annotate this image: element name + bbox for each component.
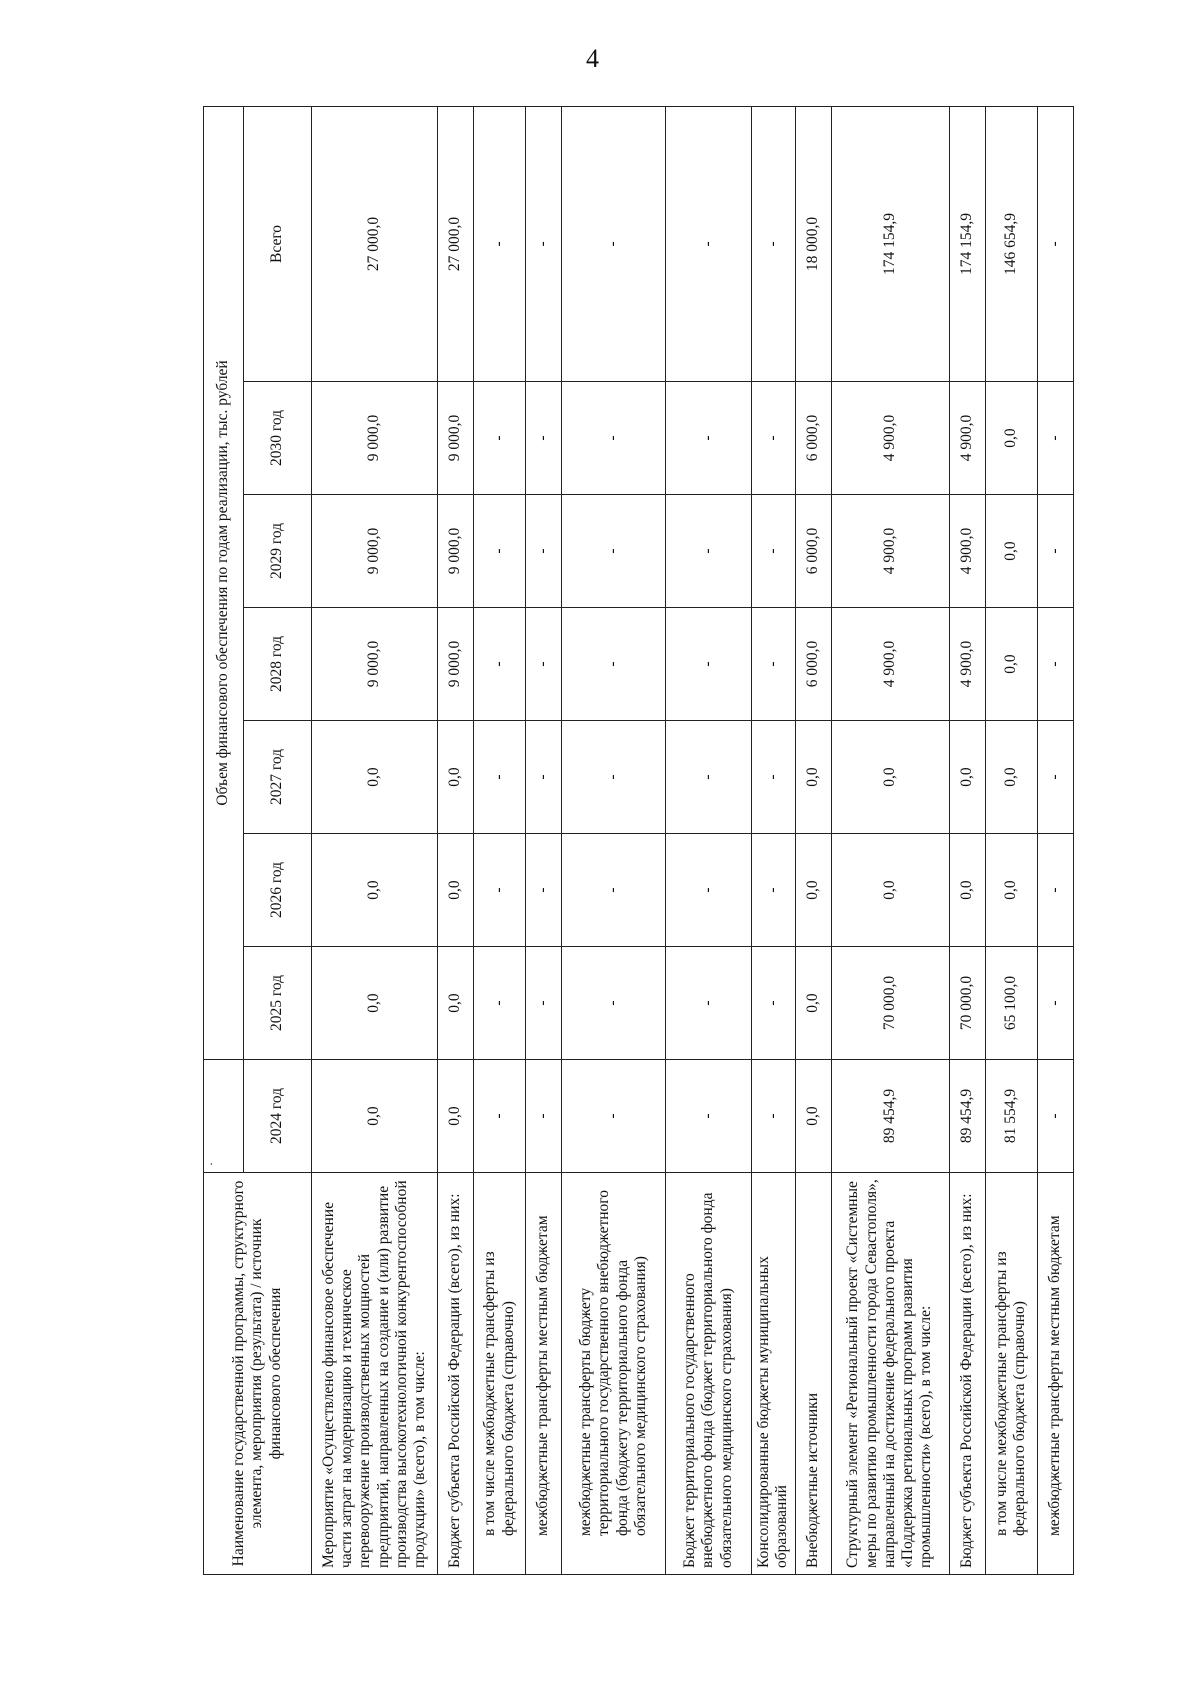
cell-value: 4 900,0: [949, 382, 985, 495]
cell-value: 0,0: [985, 495, 1037, 608]
cell-total: 27 000,0: [438, 106, 474, 381]
cell-value: -: [562, 1060, 666, 1173]
cell-value: 0,0: [831, 834, 949, 947]
cell-value: -: [666, 495, 752, 608]
cell-value: 70 000,0: [831, 947, 949, 1060]
page-number: 4: [586, 44, 599, 73]
cell-value: 4 900,0: [831, 382, 949, 495]
cell-total: 146 654,9: [985, 106, 1037, 381]
table-row: [985, 106, 1037, 1574]
cell-value: -: [562, 947, 666, 1060]
financing-table-wrapper: [203, 107, 1073, 1575]
header-year-2026: 2026 год: [244, 834, 312, 947]
cell-value: 0,0: [949, 834, 985, 947]
row-label: межбюджетные трансферты бюджету территориального государственного внебюджетного фонда (бюджету территориального фонда обязательного медицинского страхования): [562, 1173, 666, 1575]
cell-value: -: [1037, 834, 1073, 947]
cell-value: 9 000,0: [312, 608, 438, 721]
cell-value: 4 900,0: [949, 495, 985, 608]
cell-value: 6 000,0: [795, 382, 831, 495]
cell-value: -: [526, 834, 562, 947]
cell-value: 0,0: [312, 834, 438, 947]
cell-value: -: [1037, 721, 1073, 834]
cell-value: -: [1037, 947, 1073, 1060]
cell-value: -: [752, 495, 796, 608]
cell-value: 9 000,0: [312, 382, 438, 495]
cell-value: -: [526, 721, 562, 834]
row-label: Бюджет субъекта Российской Федерации (всего), из них:: [949, 1173, 985, 1575]
header-volume-column: Объем финансового обеспечения по годам реализации, тыс. рублей: [204, 106, 244, 1059]
cell-value: 0,0: [949, 721, 985, 834]
cell-value: -: [526, 608, 562, 721]
cell-value: -: [666, 382, 752, 495]
cell-value: 0,0: [985, 382, 1037, 495]
cell-value: 0,0: [438, 947, 474, 1060]
cell-value: -: [474, 834, 526, 947]
cell-value: -: [1037, 1060, 1073, 1173]
cell-value: -: [752, 1060, 796, 1173]
row-label: Бюджет субъекта Российской Федерации (всего), из них:: [438, 1173, 474, 1575]
cell-value: -: [526, 1060, 562, 1173]
cell-value: 81 554,9: [985, 1060, 1037, 1173]
row-label: межбюджетные трансферты местным бюджетам: [1037, 1173, 1073, 1575]
cell-total: 174 154,9: [831, 106, 949, 381]
header-year-2027: 2027 год: [244, 721, 312, 834]
cell-value: 0,0: [312, 1060, 438, 1173]
cell-total: -: [474, 106, 526, 381]
cell-value: -: [752, 721, 796, 834]
cell-value: 0,0: [795, 1060, 831, 1173]
cell-value: 0,0: [795, 834, 831, 947]
cell-value: 9 000,0: [312, 495, 438, 608]
cell-value: -: [666, 721, 752, 834]
table-row: [752, 106, 796, 1574]
cell-value: 0,0: [312, 947, 438, 1060]
cell-total: 18 000,0: [795, 106, 831, 381]
cell-value: -: [526, 382, 562, 495]
cell-value: 0,0: [795, 947, 831, 1060]
table-row: [526, 106, 562, 1574]
cell-value: 0,0: [985, 608, 1037, 721]
row-label: Внебюджетные источники: [795, 1173, 831, 1575]
cell-value: 4 900,0: [831, 495, 949, 608]
cell-total: 27 000,0: [312, 106, 438, 381]
cell-total: 174 154,9: [949, 106, 985, 381]
cell-value: -: [666, 1060, 752, 1173]
cell-value: 70 000,0: [949, 947, 985, 1060]
cell-value: -: [666, 947, 752, 1060]
cell-value: 0,0: [438, 721, 474, 834]
cell-value: 0,0: [438, 1060, 474, 1173]
cell-value: 89 454,9: [831, 1060, 949, 1173]
cell-value: 0,0: [985, 721, 1037, 834]
cell-value: -: [526, 495, 562, 608]
financing-table: [203, 106, 1074, 1575]
cell-value: -: [562, 382, 666, 495]
header-corner-mark: ·: [204, 1060, 244, 1173]
cell-value: -: [1037, 495, 1073, 608]
cell-total: -: [562, 106, 666, 381]
cell-value: 89 454,9: [949, 1060, 985, 1173]
table-row: [438, 106, 474, 1574]
cell-value: -: [666, 608, 752, 721]
header-total: Всего: [244, 106, 312, 381]
header-year-2030: 2030 год: [244, 382, 312, 495]
cell-value: -: [562, 834, 666, 947]
cell-value: -: [474, 608, 526, 721]
cell-total: -: [526, 106, 562, 381]
cell-value: 0,0: [795, 721, 831, 834]
row-label: Бюджет территориального государственного внебюджетного фонда (бюджет территориального фонда обязательного медицинского страхования): [666, 1173, 752, 1575]
cell-total: -: [752, 106, 796, 381]
table-row: [949, 106, 985, 1574]
table-row: [562, 106, 666, 1574]
cell-total: -: [666, 106, 752, 381]
row-label: Мероприятие «Осуществлено финансовое обеспечение части затрат на модернизацию и техническое перевооружение производственных мощностей предприятий, направленных на создание и (или) развитие производства высокотехнологичной конкурентоспособной продукции» (всего), в том числе:: [312, 1173, 438, 1575]
cell-value: -: [562, 721, 666, 834]
header-year-2024: 2024 год: [244, 1060, 312, 1173]
table-row: [666, 106, 752, 1574]
cell-value: -: [474, 495, 526, 608]
cell-value: -: [1037, 382, 1073, 495]
cell-total: -: [1037, 106, 1073, 381]
table-row: [831, 106, 949, 1574]
cell-value: -: [474, 947, 526, 1060]
table-row: [1037, 106, 1073, 1574]
cell-value: 9 000,0: [438, 608, 474, 721]
cell-value: -: [1037, 608, 1073, 721]
table-row: [474, 106, 526, 1574]
table-row: [312, 106, 438, 1574]
cell-value: -: [752, 947, 796, 1060]
cell-value: -: [474, 721, 526, 834]
cell-value: -: [474, 382, 526, 495]
cell-value: 0,0: [312, 721, 438, 834]
row-label: в том числе межбюджетные трансферты из федерального бюджета (справочно): [474, 1173, 526, 1575]
cell-value: -: [752, 382, 796, 495]
cell-value: 9 000,0: [438, 495, 474, 608]
cell-value: 0,0: [438, 834, 474, 947]
row-label: Структурный элемент «Региональный проект «Системные меры по развитию промышленности города Севастополя», направленный на достижение федерального проекта «Поддержка региональных программ развития промышленности» (всего), в том числе:: [831, 1173, 949, 1575]
row-label: межбюджетные трансферты местным бюджетам: [526, 1173, 562, 1575]
cell-value: -: [474, 1060, 526, 1173]
cell-value: -: [752, 834, 796, 947]
cell-value: 4 900,0: [831, 608, 949, 721]
cell-value: 6 000,0: [795, 608, 831, 721]
cell-value: 6 000,0: [795, 495, 831, 608]
header-year-2029: 2029 год: [244, 495, 312, 608]
row-label: в том числе межбюджетные трансферты из федерального бюджета (справочно): [985, 1173, 1037, 1575]
header-year-2025: 2025 год: [244, 947, 312, 1060]
row-label: Консолидированные бюджеты муниципальных образований: [752, 1173, 796, 1575]
cell-value: -: [562, 495, 666, 608]
cell-value: 4 900,0: [949, 608, 985, 721]
table-row: [795, 106, 831, 1574]
header-year-2028: 2028 год: [244, 608, 312, 721]
cell-value: -: [562, 608, 666, 721]
header-name-column: Наименование государственной программы, структурного элемента, мероприятия (результата) / источник финансового обеспечения: [204, 1173, 312, 1575]
cell-value: -: [526, 947, 562, 1060]
cell-value: 65 100,0: [985, 947, 1037, 1060]
cell-value: 0,0: [985, 834, 1037, 947]
cell-value: -: [752, 608, 796, 721]
cell-value: 9 000,0: [438, 382, 474, 495]
cell-value: 0,0: [831, 721, 949, 834]
cell-value: -: [666, 834, 752, 947]
